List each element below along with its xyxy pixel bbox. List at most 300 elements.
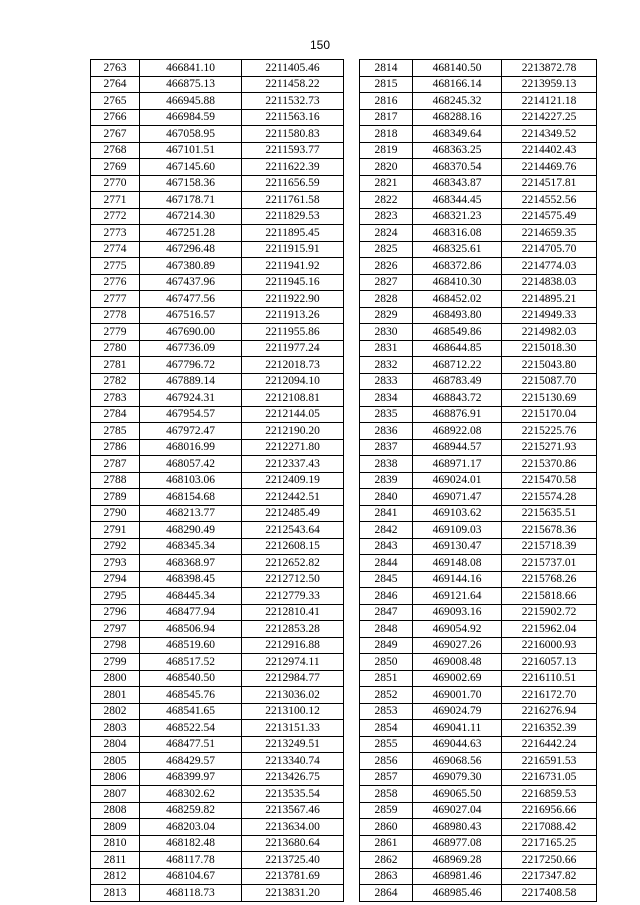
y-coordinate-cell: 2215818.66 — [502, 588, 597, 605]
point-number-cell: 2805 — [91, 753, 140, 770]
y-coordinate-cell: 2212712.50 — [242, 571, 344, 588]
table-row — [360, 621, 597, 638]
y-coordinate-cell: 2213680.64 — [242, 835, 344, 852]
table-row — [91, 505, 344, 522]
y-coordinate-cell: 2213151.33 — [242, 720, 344, 737]
x-coordinate-cell: 467158.36 — [140, 175, 242, 192]
y-coordinate-cell: 2212108.81 — [242, 390, 344, 407]
x-coordinate-cell: 468118.73 — [140, 885, 242, 902]
point-number-cell: 2844 — [360, 555, 413, 572]
table-row — [91, 423, 344, 440]
coordinates-table-left — [90, 59, 344, 902]
x-coordinate-cell: 468452.02 — [413, 291, 502, 308]
point-number-cell: 2799 — [91, 654, 140, 671]
table-row — [360, 489, 597, 506]
x-coordinate-cell: 468517.52 — [140, 654, 242, 671]
y-coordinate-cell: 2213036.02 — [242, 687, 344, 704]
table-row — [91, 390, 344, 407]
x-coordinate-cell: 467516.57 — [140, 307, 242, 324]
point-number-cell: 2854 — [360, 720, 413, 737]
point-number-cell: 2770 — [91, 175, 140, 192]
table-row — [360, 142, 597, 159]
x-coordinate-cell: 469103.62 — [413, 505, 502, 522]
x-coordinate-cell: 468344.45 — [413, 192, 502, 209]
table-row — [360, 324, 597, 341]
x-coordinate-cell: 468259.82 — [140, 802, 242, 819]
point-number-cell: 2853 — [360, 703, 413, 720]
table-row — [360, 819, 597, 836]
x-coordinate-cell: 468343.87 — [413, 175, 502, 192]
point-number-cell: 2832 — [360, 357, 413, 374]
y-coordinate-cell: 2215225.76 — [502, 423, 597, 440]
x-coordinate-cell: 469079.30 — [413, 769, 502, 786]
table-row — [91, 868, 344, 885]
y-coordinate-cell: 2216956.66 — [502, 802, 597, 819]
point-number-cell: 2836 — [360, 423, 413, 440]
x-coordinate-cell: 468104.67 — [140, 868, 242, 885]
point-number-cell: 2800 — [91, 670, 140, 687]
y-coordinate-cell: 2211955.86 — [242, 324, 344, 341]
point-number-cell: 2784 — [91, 406, 140, 423]
table-row — [91, 802, 344, 819]
table-row — [91, 736, 344, 753]
table-row — [360, 241, 597, 258]
y-coordinate-cell: 2216591.53 — [502, 753, 597, 770]
table-row — [91, 703, 344, 720]
y-coordinate-cell: 2212810.41 — [242, 604, 344, 621]
point-number-cell: 2862 — [360, 852, 413, 869]
x-coordinate-cell: 468783.49 — [413, 373, 502, 390]
table-row — [360, 192, 597, 209]
y-coordinate-cell: 2215170.04 — [502, 406, 597, 423]
x-coordinate-cell: 469024.01 — [413, 472, 502, 489]
y-coordinate-cell: 2212485.49 — [242, 505, 344, 522]
point-number-cell: 2828 — [360, 291, 413, 308]
table-row — [91, 274, 344, 291]
table-row — [91, 621, 344, 638]
point-number-cell: 2792 — [91, 538, 140, 555]
y-coordinate-cell: 2216352.39 — [502, 720, 597, 737]
y-coordinate-cell: 2211922.90 — [242, 291, 344, 308]
table-row — [91, 654, 344, 671]
y-coordinate-cell: 2215370.86 — [502, 456, 597, 473]
table-row — [360, 654, 597, 671]
table-row — [360, 76, 597, 93]
x-coordinate-cell: 467477.56 — [140, 291, 242, 308]
table-row — [91, 538, 344, 555]
point-number-cell: 2856 — [360, 753, 413, 770]
point-number-cell: 2823 — [360, 208, 413, 225]
table-row — [91, 93, 344, 110]
x-coordinate-cell: 468345.34 — [140, 538, 242, 555]
point-number-cell: 2807 — [91, 786, 140, 803]
y-coordinate-cell: 2213959.13 — [502, 76, 597, 93]
x-coordinate-cell: 467101.51 — [140, 142, 242, 159]
y-coordinate-cell: 2213872.78 — [502, 60, 597, 77]
point-number-cell: 2843 — [360, 538, 413, 555]
table-row — [360, 835, 597, 852]
point-number-cell: 2841 — [360, 505, 413, 522]
table-row — [360, 538, 597, 555]
x-coordinate-cell: 468944.57 — [413, 439, 502, 456]
point-number-cell: 2824 — [360, 225, 413, 242]
y-coordinate-cell: 2214469.76 — [502, 159, 597, 176]
y-coordinate-cell: 2211405.46 — [242, 60, 344, 77]
point-number-cell: 2773 — [91, 225, 140, 242]
x-coordinate-cell: 469041.11 — [413, 720, 502, 737]
table-row — [360, 802, 597, 819]
x-coordinate-cell: 468302.62 — [140, 786, 242, 803]
y-coordinate-cell: 2211945.16 — [242, 274, 344, 291]
point-number-cell: 2798 — [91, 637, 140, 654]
x-coordinate-cell: 468540.50 — [140, 670, 242, 687]
point-number-cell: 2793 — [91, 555, 140, 572]
y-coordinate-cell: 2215130.69 — [502, 390, 597, 407]
table-row — [360, 522, 597, 539]
point-number-cell: 2797 — [91, 621, 140, 638]
table-row — [360, 637, 597, 654]
table-row — [91, 241, 344, 258]
point-number-cell: 2778 — [91, 307, 140, 324]
table-row — [91, 819, 344, 836]
table-row — [91, 175, 344, 192]
y-coordinate-cell: 2215718.39 — [502, 538, 597, 555]
x-coordinate-cell: 467145.60 — [140, 159, 242, 176]
point-number-cell: 2825 — [360, 241, 413, 258]
y-coordinate-cell: 2216859.53 — [502, 786, 597, 803]
x-coordinate-cell: 468213.77 — [140, 505, 242, 522]
point-number-cell: 2851 — [360, 670, 413, 687]
x-coordinate-cell: 468981.46 — [413, 868, 502, 885]
x-coordinate-cell: 468522.54 — [140, 720, 242, 737]
table-row — [91, 126, 344, 143]
y-coordinate-cell: 2211977.24 — [242, 340, 344, 357]
point-number-cell: 2818 — [360, 126, 413, 143]
y-coordinate-cell: 2213781.69 — [242, 868, 344, 885]
y-coordinate-cell: 2215962.04 — [502, 621, 597, 638]
table-row — [91, 769, 344, 786]
y-coordinate-cell: 2214402.43 — [502, 142, 597, 159]
point-number-cell: 2846 — [360, 588, 413, 605]
x-coordinate-cell: 469024.79 — [413, 703, 502, 720]
x-coordinate-cell: 468057.42 — [140, 456, 242, 473]
table-row — [91, 324, 344, 341]
y-coordinate-cell: 2212916.88 — [242, 637, 344, 654]
y-coordinate-cell: 2215087.70 — [502, 373, 597, 390]
x-coordinate-cell: 468154.68 — [140, 489, 242, 506]
table-row — [91, 291, 344, 308]
table-row — [91, 753, 344, 770]
table-row — [360, 126, 597, 143]
y-coordinate-cell: 2212543.64 — [242, 522, 344, 539]
x-coordinate-cell: 467251.28 — [140, 225, 242, 242]
x-coordinate-cell: 468103.06 — [140, 472, 242, 489]
table-row — [91, 142, 344, 159]
x-coordinate-cell: 468370.54 — [413, 159, 502, 176]
table-row — [360, 340, 597, 357]
point-number-cell: 2859 — [360, 802, 413, 819]
point-number-cell: 2833 — [360, 373, 413, 390]
x-coordinate-cell: 468325.61 — [413, 241, 502, 258]
y-coordinate-cell: 2214349.52 — [502, 126, 597, 143]
y-coordinate-cell: 2214121.18 — [502, 93, 597, 110]
x-coordinate-cell: 467178.71 — [140, 192, 242, 209]
y-coordinate-cell: 2215470.58 — [502, 472, 597, 489]
table-row — [91, 208, 344, 225]
table-row — [91, 357, 344, 374]
y-coordinate-cell: 2212974.11 — [242, 654, 344, 671]
point-number-cell: 2819 — [360, 142, 413, 159]
point-number-cell: 2830 — [360, 324, 413, 341]
point-number-cell: 2774 — [91, 241, 140, 258]
point-number-cell: 2779 — [91, 324, 140, 341]
y-coordinate-cell: 2211895.45 — [242, 225, 344, 242]
y-coordinate-cell: 2211656.59 — [242, 175, 344, 192]
point-number-cell: 2772 — [91, 208, 140, 225]
x-coordinate-cell: 467058.95 — [140, 126, 242, 143]
coordinates-table-right-body — [360, 60, 597, 902]
y-coordinate-cell: 2212337.43 — [242, 456, 344, 473]
table-row — [91, 192, 344, 209]
x-coordinate-cell: 467889.14 — [140, 373, 242, 390]
point-number-cell: 2815 — [360, 76, 413, 93]
x-coordinate-cell: 469065.50 — [413, 786, 502, 803]
y-coordinate-cell: 2212442.51 — [242, 489, 344, 506]
x-coordinate-cell: 469027.26 — [413, 637, 502, 654]
table-row — [360, 291, 597, 308]
x-coordinate-cell: 468166.14 — [413, 76, 502, 93]
point-number-cell: 2775 — [91, 258, 140, 275]
table-row — [360, 736, 597, 753]
point-number-cell: 2803 — [91, 720, 140, 737]
point-number-cell: 2795 — [91, 588, 140, 605]
table-row — [360, 439, 597, 456]
point-number-cell: 2827 — [360, 274, 413, 291]
table-row — [91, 340, 344, 357]
table-row — [91, 604, 344, 621]
y-coordinate-cell: 2211941.92 — [242, 258, 344, 275]
x-coordinate-cell: 468140.50 — [413, 60, 502, 77]
point-number-cell: 2768 — [91, 142, 140, 159]
table-row — [91, 307, 344, 324]
point-number-cell: 2842 — [360, 522, 413, 539]
point-number-cell: 2767 — [91, 126, 140, 143]
table-row — [360, 159, 597, 176]
x-coordinate-cell: 466945.88 — [140, 93, 242, 110]
table-row — [360, 373, 597, 390]
y-coordinate-cell: 2215271.93 — [502, 439, 597, 456]
x-coordinate-cell: 469044.63 — [413, 736, 502, 753]
table-row — [360, 786, 597, 803]
table-row — [360, 769, 597, 786]
x-coordinate-cell: 467972.47 — [140, 423, 242, 440]
point-number-cell: 2769 — [91, 159, 140, 176]
point-number-cell: 2835 — [360, 406, 413, 423]
x-coordinate-cell: 468549.86 — [413, 324, 502, 341]
y-coordinate-cell: 2211622.39 — [242, 159, 344, 176]
y-coordinate-cell: 2216110.51 — [502, 670, 597, 687]
y-coordinate-cell: 2214705.70 — [502, 241, 597, 258]
y-coordinate-cell: 2216057.13 — [502, 654, 597, 671]
point-number-cell: 2782 — [91, 373, 140, 390]
y-coordinate-cell: 2214575.49 — [502, 208, 597, 225]
y-coordinate-cell: 2217088.42 — [502, 819, 597, 836]
x-coordinate-cell: 467214.30 — [140, 208, 242, 225]
x-coordinate-cell: 467796.72 — [140, 357, 242, 374]
y-coordinate-cell: 2212652.82 — [242, 555, 344, 572]
table-row — [91, 885, 344, 902]
table-row — [360, 588, 597, 605]
table-row — [360, 274, 597, 291]
table-row — [91, 687, 344, 704]
y-coordinate-cell: 2213426.75 — [242, 769, 344, 786]
point-number-cell: 2831 — [360, 340, 413, 357]
y-coordinate-cell: 2216000.93 — [502, 637, 597, 654]
point-number-cell: 2809 — [91, 819, 140, 836]
point-number-cell: 2796 — [91, 604, 140, 621]
x-coordinate-cell: 468363.25 — [413, 142, 502, 159]
y-coordinate-cell: 2213100.12 — [242, 703, 344, 720]
x-coordinate-cell: 468493.80 — [413, 307, 502, 324]
point-number-cell: 2847 — [360, 604, 413, 621]
x-coordinate-cell: 469071.47 — [413, 489, 502, 506]
x-coordinate-cell: 467296.48 — [140, 241, 242, 258]
x-coordinate-cell: 469068.56 — [413, 753, 502, 770]
table-row — [360, 60, 597, 77]
point-number-cell: 2766 — [91, 109, 140, 126]
point-number-cell: 2838 — [360, 456, 413, 473]
table-row — [360, 868, 597, 885]
point-number-cell: 2785 — [91, 423, 140, 440]
x-coordinate-cell: 468410.30 — [413, 274, 502, 291]
table-row — [91, 720, 344, 737]
point-number-cell: 2786 — [91, 439, 140, 456]
x-coordinate-cell: 469008.48 — [413, 654, 502, 671]
table-row — [360, 753, 597, 770]
x-coordinate-cell: 468398.45 — [140, 571, 242, 588]
point-number-cell: 2808 — [91, 802, 140, 819]
y-coordinate-cell: 2215043.80 — [502, 357, 597, 374]
point-number-cell: 2812 — [91, 868, 140, 885]
y-coordinate-cell: 2217408.58 — [502, 885, 597, 902]
point-number-cell: 2839 — [360, 472, 413, 489]
point-number-cell: 2822 — [360, 192, 413, 209]
x-coordinate-cell: 469121.64 — [413, 588, 502, 605]
table-row — [360, 423, 597, 440]
y-coordinate-cell: 2213831.20 — [242, 885, 344, 902]
point-number-cell: 2765 — [91, 93, 140, 110]
table-row — [91, 76, 344, 93]
point-number-cell: 2829 — [360, 307, 413, 324]
y-coordinate-cell: 2216442.24 — [502, 736, 597, 753]
x-coordinate-cell: 469093.16 — [413, 604, 502, 621]
table-row — [91, 555, 344, 572]
y-coordinate-cell: 2213634.00 — [242, 819, 344, 836]
point-number-cell: 2776 — [91, 274, 140, 291]
point-number-cell: 2764 — [91, 76, 140, 93]
x-coordinate-cell: 468971.17 — [413, 456, 502, 473]
x-coordinate-cell: 468349.64 — [413, 126, 502, 143]
y-coordinate-cell: 2211563.16 — [242, 109, 344, 126]
point-number-cell: 2790 — [91, 505, 140, 522]
table-row — [360, 604, 597, 621]
x-coordinate-cell: 468876.91 — [413, 406, 502, 423]
table-row — [360, 720, 597, 737]
x-coordinate-cell: 466875.13 — [140, 76, 242, 93]
table-row — [91, 571, 344, 588]
table-row — [91, 456, 344, 473]
y-coordinate-cell: 2217347.82 — [502, 868, 597, 885]
y-coordinate-cell: 2212409.19 — [242, 472, 344, 489]
table-row — [91, 373, 344, 390]
x-coordinate-cell: 468288.16 — [413, 109, 502, 126]
point-number-cell: 2810 — [91, 835, 140, 852]
x-coordinate-cell: 468321.23 — [413, 208, 502, 225]
point-number-cell: 2788 — [91, 472, 140, 489]
x-coordinate-cell: 469144.16 — [413, 571, 502, 588]
coordinates-table-right — [359, 59, 597, 902]
point-number-cell: 2802 — [91, 703, 140, 720]
x-coordinate-cell: 466984.59 — [140, 109, 242, 126]
point-number-cell: 2850 — [360, 654, 413, 671]
x-coordinate-cell: 467924.31 — [140, 390, 242, 407]
y-coordinate-cell: 2211593.77 — [242, 142, 344, 159]
table-row — [91, 159, 344, 176]
x-coordinate-cell: 467437.96 — [140, 274, 242, 291]
y-coordinate-cell: 2215902.72 — [502, 604, 597, 621]
y-coordinate-cell: 2212190.20 — [242, 423, 344, 440]
table-row — [91, 489, 344, 506]
x-coordinate-cell: 468182.48 — [140, 835, 242, 852]
y-coordinate-cell: 2212984.77 — [242, 670, 344, 687]
y-coordinate-cell: 2215018.30 — [502, 340, 597, 357]
y-coordinate-cell: 2215678.36 — [502, 522, 597, 539]
table-row — [91, 225, 344, 242]
x-coordinate-cell: 467736.09 — [140, 340, 242, 357]
y-coordinate-cell: 2213535.54 — [242, 786, 344, 803]
table-row — [360, 703, 597, 720]
table-row — [91, 109, 344, 126]
table-row — [360, 472, 597, 489]
y-coordinate-cell: 2216276.94 — [502, 703, 597, 720]
point-number-cell: 2863 — [360, 868, 413, 885]
y-coordinate-cell: 2214895.21 — [502, 291, 597, 308]
point-number-cell: 2860 — [360, 819, 413, 836]
x-coordinate-cell: 468316.08 — [413, 225, 502, 242]
y-coordinate-cell: 2214949.33 — [502, 307, 597, 324]
x-coordinate-cell: 468985.46 — [413, 885, 502, 902]
x-coordinate-cell: 469130.47 — [413, 538, 502, 555]
x-coordinate-cell: 467380.89 — [140, 258, 242, 275]
x-coordinate-cell: 468980.43 — [413, 819, 502, 836]
table-row — [360, 225, 597, 242]
x-coordinate-cell: 468016.99 — [140, 439, 242, 456]
coordinates-table-left-body — [91, 60, 344, 902]
table-row — [360, 307, 597, 324]
point-number-cell: 2791 — [91, 522, 140, 539]
x-coordinate-cell: 469027.04 — [413, 802, 502, 819]
table-row — [360, 571, 597, 588]
x-coordinate-cell: 468545.76 — [140, 687, 242, 704]
point-number-cell: 2811 — [91, 852, 140, 869]
y-coordinate-cell: 2213249.51 — [242, 736, 344, 753]
x-coordinate-cell: 468372.86 — [413, 258, 502, 275]
x-coordinate-cell: 468541.65 — [140, 703, 242, 720]
y-coordinate-cell: 2214838.03 — [502, 274, 597, 291]
table-row — [91, 522, 344, 539]
table-row — [91, 60, 344, 77]
y-coordinate-cell: 2217165.25 — [502, 835, 597, 852]
